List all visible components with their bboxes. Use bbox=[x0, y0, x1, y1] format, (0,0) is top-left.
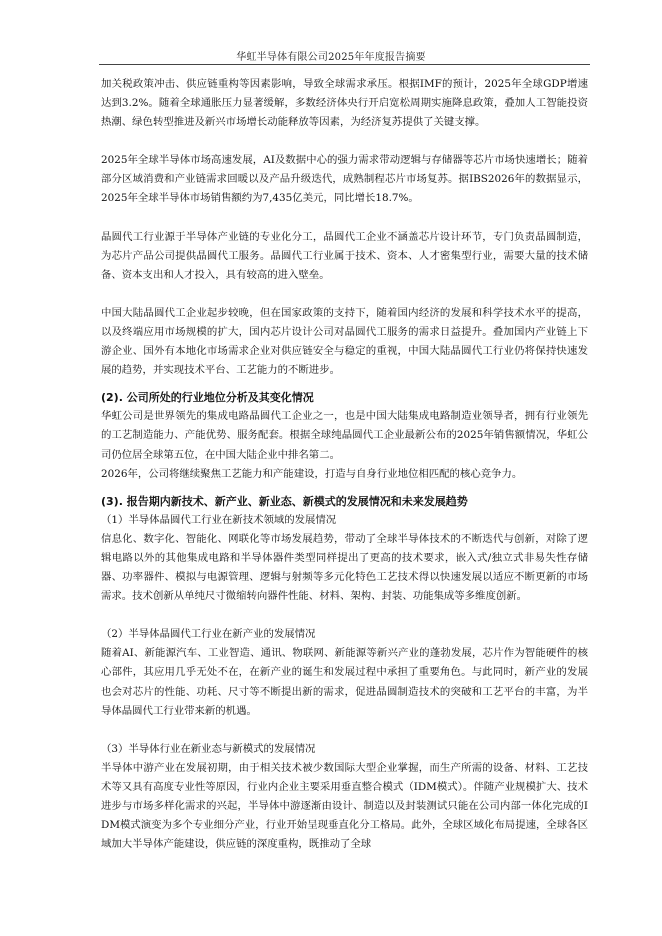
paragraph-foundry-industry: 晶圆代工行业源于半导体产业链的专业化分工，晶圆代工企业不涵盖芯片设计环节，专门负责晶圆制造，为芯片产品公司提供晶圆代工服务。晶圆代工行业属于技术、资本、人才密集型行业，需要大量的技术储备、资本支出和人才投入，具有较高的进入壁垒。 bbox=[101, 230, 588, 281]
paragraph-new-models: 半导体中游产业在发展初期，由于相关技术被少数国际大型企业掌握，而生产所需的设备、材料、工艺技术等又具有高度专业性等原因，行业内企业主要采用垂直整合模式（IDM模式）。伴随产业规模扩大、技术进步与市场多样化需求的兴起，半导体中游逐渐由设计、制造以及封装测试只能在公司内部一体化完成的IDM模式演变为多个专业细分产业，行业开始呈现垂直化分工格局。此外，全球区域化布局提速，全球各区域加大半导体产能建设，供应链的深度重构，既推动了全球 bbox=[101, 761, 588, 851]
paragraph-semiconductor-market: 2025年全球半导体市场高速发展，AI及数据中心的强力需求带动逻辑与存储器等芯片市场快速增长；随着部分区域消费和产业链需求回暖以及产品升级迭代，成熟制程芯片市场复苏。据IBS2026年的数据显示，2025年全球半导体市场销售额约为7,435亿美元，同比增长18.7%。 bbox=[101, 154, 588, 205]
subheading-new-technology: （1）半导体晶圆代工行业在新技术领域的发展情况 bbox=[101, 513, 337, 526]
paragraph-china-foundry: 中国大陆晶圆代工企业起步较晚，但在国家政策的支持下，随着国内经济的发展和科学技术水平的提高，以及终端应用市场规模的扩大，国内芯片设计公司对晶圆代工服务的需求日益提升。叠加国内产业链上下游企业、国外有本地化市场需求企业对供应链安全与稳定的重视，中国大陆晶圆代工行业仍将保持快速发展的趋势，并实现技术平台、工艺能力的不断进步。 bbox=[101, 306, 588, 377]
paragraph-new-industry: 随着AI、新能源汽车、工业智造、通讯、物联网、新能源等新兴产业的蓬勃发展，芯片作为智能硬件的核心部件，其应用几乎无处不在，在新产业的诞生和发展过程中承担了重要角色。与此同时，新产业的发展也会对芯片的性能、功耗、尺寸等不断提出新的需求，促进晶圆制造技术的突破和工艺平台的丰富，为半导体晶圆代工行业带来新的机遇。 bbox=[101, 647, 588, 717]
header-divider bbox=[99, 64, 590, 65]
subheading-new-industry: （2）半导体晶圆代工行业在新产业的发展情况 bbox=[101, 628, 316, 641]
paragraph-new-technology: 信息化、数字化、智能化、网联化等市场发展趋势，带动了全球半导体技术的不断迭代与创新，对除了逻辑电路以外的其他集成电路和半导体器件类型同样提出了更高的技术要求，嵌入式/独立式非易失性存储器、功率器件、模拟与电源管理、逻辑与射频等多元化特色工艺技术得以快速发展以适应不断更新的市场需求。技术创新从单纯尺寸微缩转向器件性能、材料、架构、封装、功能集成等多维度创新。 bbox=[101, 532, 588, 603]
section-heading-new-trends: (3). 报告期内新技术、新产业、新业态、新模式的发展情况和未来发展趋势 bbox=[101, 494, 468, 508]
subheading-new-models: （3）半导体行业在新业态与新模式的发展情况 bbox=[101, 742, 316, 755]
document-body bbox=[101, 75, 588, 854]
page-header: 华虹半导体有限公司2025年年度报告摘要 bbox=[236, 52, 426, 63]
paragraph-company-position: 华虹公司是世界领先的集成电路晶圆代工企业之一，也是中国大陆集成电路制造业领导者，拥有行业领先的工艺制造能力、产能优势、服务配套。根据全球纯晶圆代工企业最新公布的2025年销售额情况，华虹公司仍位居全球第五位，在中国大陆企业中排名第二。 bbox=[101, 410, 588, 461]
section-heading-industry-position: (2). 公司所处的行业地位分析及其变化情况 bbox=[101, 391, 314, 405]
paragraph-global-economy: 加关税政策冲击、供应链重构等因素影响，导致全球需求承压。根据IMF的预计，2025年全球GDP增速达到3.2%。随着全球通胀压力显著缓解，多数经济体央行开启宽松周期实施降息政策，叠加人工智能投资热潮、绿色转型推进及新兴市场增长动能释放等因素，为经济复苏提供了关键支撑。 bbox=[101, 78, 588, 129]
paragraph-2026-plan: 2026年，公司将继续聚焦工艺能力和产能建设，打造与自身行业地位相匹配的核心竞争力。 bbox=[101, 467, 523, 480]
